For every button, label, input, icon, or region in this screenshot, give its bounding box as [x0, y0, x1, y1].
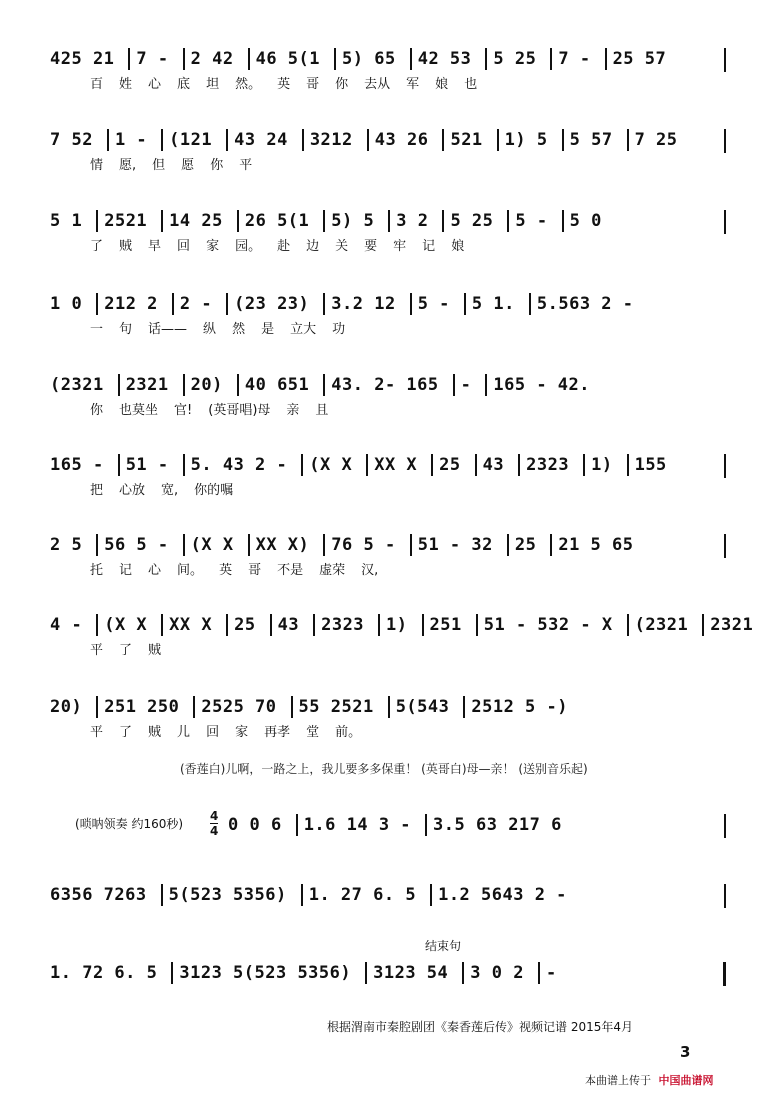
barline — [550, 48, 552, 70]
note-group: 1 0 — [50, 294, 83, 314]
lyrics-line — [50, 319, 726, 341]
lyric-syllable: 你 — [90, 403, 104, 418]
lyric-syllable: 平 — [90, 725, 104, 740]
barline — [550, 534, 552, 556]
notes-line — [50, 880, 726, 910]
note-group: - — [545, 963, 557, 983]
note-group: 5 57 — [569, 130, 613, 150]
note-group: 165 - — [50, 455, 104, 475]
note-group: 2323 — [526, 455, 570, 475]
lyric-syllable: 心 — [148, 563, 162, 578]
note-group: 521 — [450, 130, 483, 150]
lyric-syllable: 然 — [232, 322, 246, 337]
lyric-syllable: 句 — [119, 322, 133, 337]
lyric-syllable: 不是 — [277, 563, 304, 578]
note-group: 5 25 — [450, 211, 494, 231]
lyrics-line — [50, 480, 726, 502]
barline — [96, 534, 98, 556]
lyric-syllable: 功 — [332, 322, 346, 337]
note-group: 5 25 — [493, 49, 537, 69]
note-group: 1) — [386, 615, 408, 635]
note-group: 212 2 — [104, 294, 158, 314]
end-barline — [724, 129, 726, 153]
notes-line — [228, 810, 726, 840]
lyric-syllable: 堂 — [306, 725, 320, 740]
barline — [183, 454, 185, 476]
barline — [485, 48, 487, 70]
lyric-syllable: 一 — [90, 322, 104, 337]
barline — [96, 293, 98, 315]
barline — [410, 534, 412, 556]
lyric-syllable: 记 — [119, 563, 133, 578]
note-group: XX X) — [255, 535, 310, 555]
notes-line — [50, 610, 754, 640]
note-group: 7 52 — [50, 130, 93, 150]
lyric-syllable: 你 — [335, 77, 349, 92]
lyric-syllable: 了 — [119, 643, 133, 658]
barline — [161, 129, 163, 151]
note-group: 51 - 32 — [417, 535, 493, 555]
system-9 — [50, 692, 726, 744]
note-group: 43. 2- 165 — [331, 375, 439, 395]
lyric-syllable: 心放 — [119, 483, 146, 498]
note-group: 5 1 — [50, 211, 83, 231]
barline — [323, 534, 325, 556]
lyrics-line — [50, 155, 726, 177]
barline — [296, 814, 298, 836]
barline — [96, 210, 98, 232]
note-group: 3 2 — [396, 211, 429, 231]
notes-line — [50, 44, 726, 74]
lyric-syllable: 要 — [364, 239, 378, 254]
lyric-syllable: 也 — [464, 77, 478, 92]
barline — [323, 293, 325, 315]
barline — [183, 534, 185, 556]
system-11 — [50, 880, 726, 910]
note-group: 42 53 — [417, 49, 472, 69]
barline — [128, 48, 130, 70]
lyrics-line — [50, 640, 726, 662]
barline — [485, 374, 487, 396]
note-group: 1 - — [114, 130, 148, 150]
barline — [507, 534, 509, 556]
lyric-syllable: 底 — [177, 77, 191, 92]
note-group: 5 - — [417, 294, 450, 314]
lyric-syllable: 关 — [335, 239, 349, 254]
system-10 — [228, 810, 726, 840]
lyric-syllable: 边 — [306, 239, 320, 254]
barline — [464, 293, 466, 315]
site-logo[interactable]: 中国曲谱网 — [658, 1074, 714, 1087]
end-barline — [724, 534, 726, 558]
lyric-syllable: 平 — [239, 158, 253, 173]
barline — [507, 210, 509, 232]
barline — [562, 129, 564, 151]
intro-instruction: (唢呐领奏 约160秒) — [75, 817, 184, 831]
note-group: 25 — [439, 455, 461, 475]
notes-line — [50, 125, 726, 155]
lyric-syllable: 赴 — [277, 239, 291, 254]
lyric-syllable: 哥 — [306, 77, 320, 92]
note-group: XX X — [169, 615, 213, 635]
note-group: 2512 5 -) — [471, 697, 568, 717]
notes-line — [50, 370, 726, 400]
note-group: 43 24 — [234, 130, 288, 150]
system-4 — [50, 289, 726, 341]
note-group: 51 - 532 - X — [483, 615, 613, 635]
lyric-syllable: 儿 — [177, 725, 191, 740]
note-group: 25 57 — [612, 49, 667, 69]
barline — [367, 129, 369, 151]
lyric-syllable: 宽, — [161, 483, 179, 498]
barline — [365, 962, 367, 984]
note-group: (23 23) — [234, 294, 310, 314]
note-group: 1. 72 6. 5 — [50, 963, 158, 983]
note-group: 76 5 - — [331, 535, 396, 555]
barline — [248, 534, 250, 556]
lyric-syllable: 家 — [206, 239, 220, 254]
notes-line — [50, 958, 726, 988]
barline — [313, 614, 315, 636]
note-group: 1. 27 6. 5 — [308, 885, 417, 905]
barline — [378, 614, 380, 636]
end-barline — [724, 884, 726, 908]
lyric-syllable: 英 — [219, 563, 233, 578]
system-8 — [50, 610, 754, 662]
barline — [172, 293, 174, 315]
note-group: 3 0 2 — [470, 963, 524, 983]
lyric-syllable: 军 — [406, 77, 420, 92]
note-group: 251 250 — [104, 697, 180, 717]
note-group: 51 - — [125, 455, 169, 475]
note-group: (121 — [169, 130, 213, 150]
barline — [702, 614, 704, 636]
note-group: 155 — [634, 455, 667, 475]
barline — [476, 614, 478, 636]
lyric-syllable: 然。 — [235, 77, 262, 92]
lyric-syllable: 你的嘱 — [194, 483, 234, 498]
note-group: 3.5 63 217 6 — [433, 815, 562, 835]
lyric-syllable: 平 — [90, 643, 104, 658]
lyric-syllable: 是 — [261, 322, 275, 337]
barline — [161, 884, 163, 906]
barline — [161, 210, 163, 232]
barline — [627, 129, 629, 151]
barline — [237, 210, 239, 232]
note-group: 25 — [514, 535, 537, 555]
lyric-syllable: 间。 — [177, 563, 204, 578]
lyric-syllable: 虚荣 — [319, 563, 346, 578]
lyric-syllable: 情 — [90, 158, 104, 173]
barline — [388, 696, 390, 718]
source-credit: 根据渭南市秦腔剧团《秦香莲后传》视频记谱 2015年4月 — [327, 1020, 633, 1034]
note-group: 7 25 — [634, 130, 678, 150]
note-group: 5(523 5356) — [168, 885, 287, 905]
barline — [583, 454, 585, 476]
system-3 — [50, 206, 726, 258]
lyric-syllable: 早 — [148, 239, 162, 254]
note-group: (2321 — [50, 375, 104, 395]
lyric-syllable: (英哥唱)母 — [208, 403, 271, 418]
lyric-syllable: 但 — [152, 158, 166, 173]
time-sig-top: 4 — [210, 809, 219, 823]
note-group: 2 - — [179, 294, 213, 314]
system-5 — [50, 370, 726, 422]
lyric-syllable: 心 — [148, 77, 162, 92]
barline — [442, 129, 444, 151]
barline — [430, 884, 432, 906]
barline — [96, 696, 98, 718]
barline — [323, 210, 325, 232]
note-group: 5 1. — [471, 294, 515, 314]
lyric-syllable: 娘 — [451, 239, 465, 254]
note-group: 1.6 14 3 - — [303, 815, 412, 835]
lyric-syllable: 去从 — [364, 77, 391, 92]
barline — [161, 614, 163, 636]
note-group: 20) — [50, 697, 83, 717]
barline — [301, 884, 303, 906]
lyric-syllable: 贼 — [119, 239, 133, 254]
lyric-syllable: 姓 — [119, 77, 133, 92]
barline — [462, 962, 464, 984]
lyric-syllable: 英 — [277, 77, 291, 92]
note-group: 2321 — [125, 375, 169, 395]
lyric-syllable: 立大 — [290, 322, 317, 337]
note-group: 2521 — [104, 211, 148, 231]
note-group: 251 — [429, 615, 462, 635]
barline — [118, 374, 120, 396]
barline — [538, 962, 540, 984]
note-group: 55 2521 — [298, 697, 374, 717]
notes-line — [50, 530, 726, 560]
barline — [237, 374, 239, 396]
end-phrase-mark: 结束句 — [425, 939, 462, 953]
barline — [193, 696, 195, 718]
time-signature — [210, 810, 218, 837]
lyrics-line — [50, 74, 726, 96]
lyric-syllable: 且 — [315, 403, 329, 418]
barline — [497, 129, 499, 151]
time-sig-bottom: 4 — [210, 824, 219, 838]
barline — [627, 454, 629, 476]
note-group: 3.2 12 — [331, 294, 396, 314]
barline — [183, 374, 185, 396]
note-group: 4 - — [50, 615, 83, 635]
lyric-syllable: 官! — [174, 403, 193, 418]
barline — [334, 48, 336, 70]
note-group: 43 — [482, 455, 505, 475]
lyric-syllable: 家 — [235, 725, 249, 740]
barline — [323, 374, 325, 396]
notes-line — [50, 289, 726, 319]
lyric-syllable: 汉, — [361, 563, 379, 578]
barline — [425, 814, 427, 836]
note-group: 425 21 — [50, 49, 115, 69]
lyric-syllable: 把 — [90, 483, 104, 498]
note-group: 5. 43 2 - — [190, 455, 288, 475]
barline — [96, 614, 98, 636]
lyric-syllable: 回 — [206, 725, 220, 740]
note-group: (X X — [190, 535, 234, 555]
lyric-syllable: 再孝 — [264, 725, 291, 740]
lyric-syllable: 愿, — [119, 158, 137, 173]
footer — [585, 1072, 714, 1088]
note-group: (X X — [104, 615, 148, 635]
barline — [442, 210, 444, 232]
note-group: (2321 — [634, 615, 689, 635]
note-group: 2525 70 — [201, 697, 277, 717]
note-group: 26 5(1 — [244, 211, 310, 231]
note-group: 6356 7263 — [50, 885, 147, 905]
lyric-syllable: 了 — [90, 239, 104, 254]
note-group: 43 — [277, 615, 300, 635]
lyric-syllable: 娘 — [435, 77, 449, 92]
note-group: 2 42 — [190, 49, 234, 69]
barline — [301, 454, 303, 476]
barline — [118, 454, 120, 476]
lyric-syllable: 话—— — [148, 322, 188, 337]
lyric-syllable: 你 — [210, 158, 224, 173]
lyric-syllable: 也莫坐 — [119, 403, 159, 418]
barline — [410, 293, 412, 315]
barline — [431, 454, 433, 476]
barline — [248, 48, 250, 70]
barline — [171, 962, 173, 984]
lyric-syllable: 坦 — [206, 77, 220, 92]
barline — [270, 614, 272, 636]
barline — [562, 210, 564, 232]
lyric-syllable: 园。 — [235, 239, 262, 254]
note-group: 43 26 — [374, 130, 429, 150]
lyrics-line — [50, 560, 726, 582]
note-group: 1) — [591, 455, 613, 475]
notes-line — [50, 450, 726, 480]
dialogue-remark: (香莲白)儿啊，一路之上，我儿要多多保重！ (英哥白)母—亲！ (送别音乐起) — [180, 762, 588, 776]
barline — [226, 614, 228, 636]
lyric-syllable: 了 — [119, 725, 133, 740]
lyric-syllable: 哥 — [248, 563, 262, 578]
note-group: 5) 65 — [342, 49, 396, 69]
note-group: 25 — [234, 615, 256, 635]
lyric-syllable: 前。 — [335, 725, 362, 740]
note-group: 1) 5 — [504, 130, 548, 150]
note-group: 21 5 65 — [558, 535, 634, 555]
lyrics-line — [50, 400, 726, 422]
lyrics-line — [50, 236, 726, 258]
system-2 — [50, 125, 726, 177]
note-group: 14 25 — [169, 211, 223, 231]
lyric-syllable: 愿 — [181, 158, 195, 173]
lyric-syllable: 贼 — [148, 643, 162, 658]
barline — [302, 129, 304, 151]
final-barline — [723, 962, 726, 986]
note-group: 2323 — [321, 615, 365, 635]
notes-line — [50, 692, 726, 722]
notes-line — [50, 206, 726, 236]
barline — [226, 293, 228, 315]
system-6 — [50, 450, 726, 502]
note-group: XX X — [374, 455, 418, 475]
end-barline — [724, 210, 726, 234]
barline — [518, 454, 520, 476]
system-12 — [50, 958, 726, 988]
note-group: 1.2 5643 2 - — [438, 885, 567, 905]
page-number: 3 — [680, 1043, 691, 1061]
note-group: 5(543 — [395, 697, 450, 717]
note-group: 5.563 2 - — [536, 294, 634, 314]
barline — [226, 129, 228, 151]
barline — [388, 210, 390, 232]
note-group: 0 0 6 — [228, 815, 282, 835]
barline — [605, 48, 607, 70]
note-group: 7 - — [136, 49, 169, 69]
note-group: (X X — [309, 455, 353, 475]
note-group: 40 651 — [244, 375, 310, 395]
barline — [410, 48, 412, 70]
lyric-syllable: 牢 — [393, 239, 407, 254]
note-group: 165 - 42. — [493, 375, 591, 395]
lyric-syllable: 百 — [90, 77, 104, 92]
note-group: 46 5(1 — [255, 49, 321, 69]
note-group: 2 5 — [50, 535, 83, 555]
note-group: 5 - — [515, 211, 548, 231]
lyric-syllable: 记 — [422, 239, 436, 254]
end-barline — [724, 454, 726, 478]
barline — [529, 293, 531, 315]
barline — [627, 614, 629, 636]
lyric-syllable: 托 — [90, 563, 104, 578]
note-group: 3212 — [309, 130, 353, 150]
barline — [291, 696, 293, 718]
barline — [183, 48, 185, 70]
note-group: 56 5 - — [104, 535, 169, 555]
lyric-syllable: 回 — [177, 239, 191, 254]
barline — [453, 374, 455, 396]
note-group: - — [460, 375, 472, 395]
note-group: 20) — [190, 375, 223, 395]
barline — [366, 454, 368, 476]
end-barline — [724, 814, 726, 838]
lyric-syllable: 亲 — [286, 403, 300, 418]
note-group: 3123 54 — [373, 963, 449, 983]
lyrics-line — [50, 722, 726, 744]
end-barline — [724, 48, 726, 72]
system-7 — [50, 530, 726, 582]
lyric-syllable: 纵 — [203, 322, 217, 337]
barline — [475, 454, 477, 476]
lyric-syllable: 贼 — [148, 725, 162, 740]
note-group: 2321 — [710, 615, 754, 635]
system-1 — [50, 44, 726, 96]
note-group: 5 0 — [569, 211, 602, 231]
footer-text: 本曲谱上传于 — [585, 1074, 651, 1087]
note-group: 3123 5(523 5356) — [179, 963, 352, 983]
barline — [422, 614, 424, 636]
note-group: 7 - — [558, 49, 591, 69]
note-group: 5) 5 — [331, 211, 375, 231]
barline — [463, 696, 465, 718]
barline — [107, 129, 109, 151]
